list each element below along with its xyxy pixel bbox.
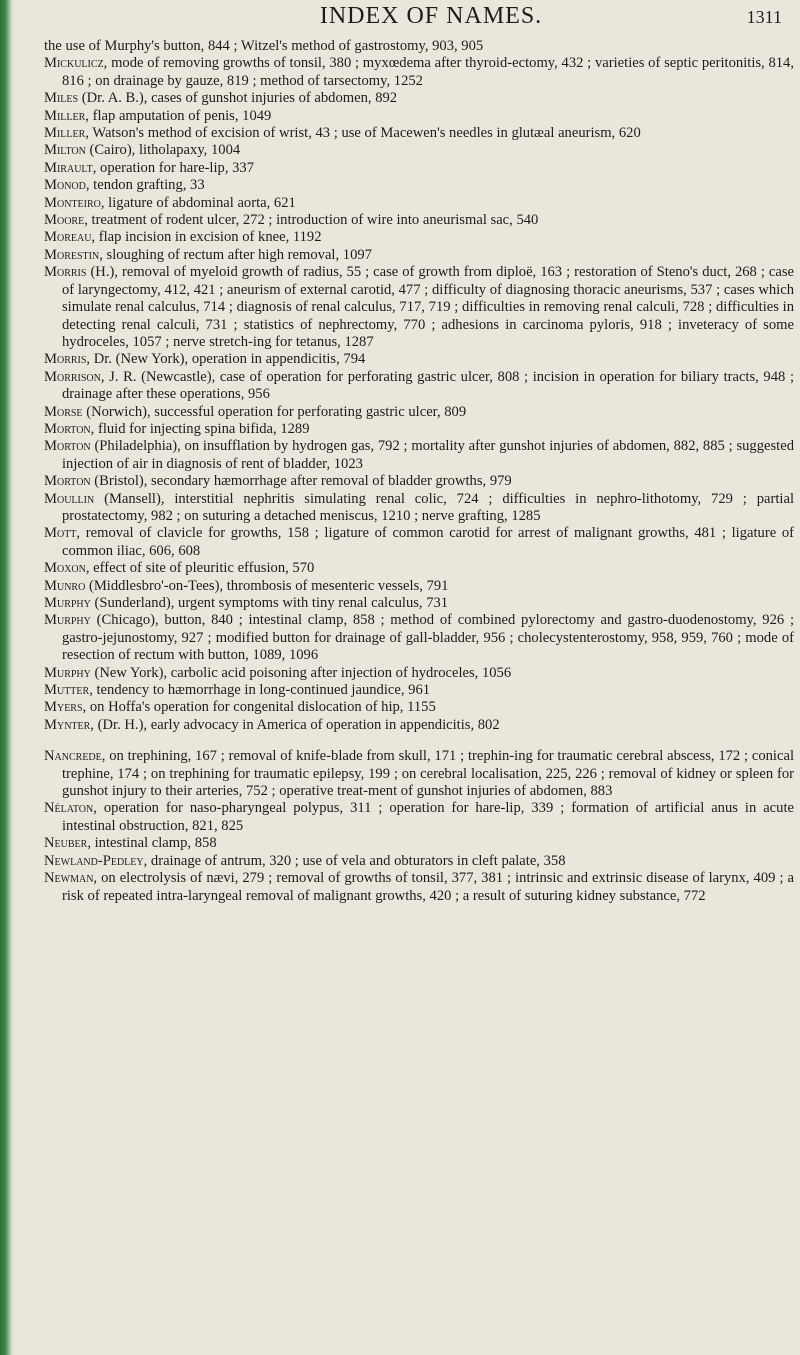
index-entry [44,264,794,351]
index-entry [44,351,794,368]
entry-text: flap incision in excision of knee, 1192 [98,229,322,246]
entry-text: on trephining, 167 ; removal of knife-blade from skull, 171 ; trephin-ing for traumatic cerebral abscess, 172 ; conical trephine, 174 ; on trephining for traumatic epilepsy, 199 ; on cerebral localisation, 225, 226 ; removal of kidney or spleen for gunshot injury to their arteries, 752 ; operative treat-ment of gunshot injuries of abdomen, 883 [62,748,794,800]
entry-text: (Bristol), secondary hæmorrhage after removal of bladder growths, 979 [94,473,512,490]
entry-text: (Mansell), interstitial nephritis simulating renal colic, 724 ; difficulties in nephro-lithotomy, 729 ; partial prostatectomy, 982 ; on suturing a detached meniscus, 1210 ; nerve grafting, 1285 [62,490,795,524]
index-group-n [44,748,794,905]
entry-name: Nancrede, [44,748,106,765]
page-binding-edge [0,0,14,1355]
entry-text: (New York), carbolic acid poisoning after injection of hydroceles, 1056 [94,664,512,681]
entry-name: Morestin, [44,246,103,263]
index-entry [44,404,794,421]
index-entry [44,578,794,595]
entry-name: Moore, [44,212,88,229]
entry-text: tendency to hæmorrhage in long-continued jaundice, 961 [96,682,431,699]
entry-name: Miller, [44,107,89,124]
entry-name: Morton [44,438,91,455]
index-entry [44,369,794,404]
entry-text: ligature of abdominal aorta, 621 [108,194,296,211]
entry-text: (Cairo), litholapaxy, 1004 [89,142,241,159]
entry-name: Morton, [44,420,95,437]
entry-text: (Sunderland), urgent symptoms with tiny renal calculus, 731 [94,595,449,611]
entry-text: (H.), removal of myeloid growth of radius, 55 ; case of growth from diploë, 163 ; restoration of Steno's duct, 268 ; case of laryngectomy, 412, 421 ; aneurism of external carotid, 477 ; difficulty of diagnosing thoracic aneurisms, 537 ; cases which simulate renal calculus, 714 ; diagnosis of renal calculus, 717, 719 ; difficulties in removing renal calculi, 728 ; difficulties in detecting renal calculi, 731 ; statistics of nephrectomy, 770 ; adhesions in carcinoma pyloris, 918 ; inveteracy of some hydroceles, 1057 ; nerve stretch-ing for tetanus, 1287 [62,264,794,350]
entry-text: (Philadelphia), on insufflation by hydrogen gas, 792 ; mortality after gunshot injuries of abdomen, 882, 885 ; suggested injection of air in diagnosis of rent of bladder, 1023 [62,438,795,472]
entry-text: operation for hare-lip, 337 [100,159,255,176]
index-entry [44,125,794,142]
entry-text: fluid for injecting spina bifida, 1289 [97,420,310,437]
entry-text: removal of clavicle for growths, 158 ; ligature of common carotid for arrest of malignant growths, 481 ; ligature of common iliac, 606, 608 [62,525,794,559]
entry-name: Mirault, [44,159,97,176]
entry-name: Mott, [44,525,81,542]
index-entry [44,55,794,90]
index-entry [44,38,794,55]
entry-name: Morrison, [44,368,105,385]
entry-name: Moxon, [44,560,90,577]
index-entry [44,870,794,905]
entry-text: effect of site of pleuritic effusion, 570 [93,560,315,577]
entry-name: Murphy [44,664,91,681]
index-entry [44,421,794,438]
entry-name: Nélaton, [44,800,97,817]
entry-text: mode of removing growths of tonsil, 380 ; myxœdema after thyroid-ectomy, 432 ; varieties of septic peritonitis, 814, 816 ; on drainage by gauze, 819 ; method of tarsectomy, 1252 [62,55,794,89]
page-number: 1311 [746,7,782,27]
entry-name: Mynter, [44,716,94,733]
entry-name: Monteiro, [44,194,105,211]
index-entry [44,612,794,664]
entry-text: (Middlesbro'-on-Tees), thrombosis of mesenteric vessels, 791 [88,577,449,594]
entry-text: (Dr. H.), early advocacy in America of operation in appendicitis, 802 [97,716,500,733]
entry-name: Moullin [44,490,95,507]
index-entry [44,525,794,560]
entry-name: Miles [44,90,79,107]
index-entry [44,160,794,177]
entry-text: (Norwich), successful operation for perforating gastric ulcer, 809 [86,403,467,420]
index-group-m [44,38,794,734]
index-entry [44,800,794,835]
page-header [40,3,782,33]
index-entry [44,195,794,212]
entry-text: the use of Murphy's button, 844 ; Witzel's method of gastrostomy, 903, 905 [44,38,484,54]
entry-text: on Hoffa's operation for congenital dislocation of hip, 1155 [89,699,436,716]
entry-name: Morse [44,403,83,420]
index-entry [44,177,794,194]
entry-name: Newland-Pedley, [44,852,148,869]
index-entry [44,247,794,264]
entry-text: (Chicago), button, 840 ; intestinal clamp, 858 ; method of combined pylorectomy and gastro-duodenostomy, 926 ; gastro-jejunostomy, 927 ; modified button for drainage of gall-bladder, 956 ; cholecystenterostomy, 958, 959, 760 ; mode of resection of rectum with button, 1089, 1096 [62,612,794,664]
entry-name: Myers, [44,699,87,716]
entry-name: Murphy [44,612,91,629]
index-entry [44,699,794,716]
entry-name: Monod, [44,177,90,194]
entry-text: flap amputation of penis, 1049 [92,107,272,124]
index-entry [44,595,794,612]
entry-text: drainage of antrum, 320 ; use of vela and obturators in cleft palate, 358 [150,852,566,869]
entry-text: Dr. (New York), operation in appendicitis, 794 [93,351,366,368]
index-entry [44,665,794,682]
entry-text: sloughing of rectum after high removal, 1097 [106,246,372,263]
index-entry [44,835,794,852]
index-entry [44,212,794,229]
index-entry [44,90,794,107]
index-entry [44,491,794,526]
index-entry [44,717,794,734]
entry-name: Newman, [44,870,98,887]
index-entry [44,438,794,473]
entry-name: Mutter, [44,682,93,699]
index-entry [44,229,794,246]
group-separator [44,734,794,748]
entry-text: J. R. (Newcastle), case of operation for perforating gastric ulcer, 808 ; incision in operation for biliary tracts, 948 ; drainage after these operations, 956 [62,368,794,403]
index-entry [44,142,794,159]
index-entry [44,853,794,870]
index-entry [44,473,794,490]
entry-name: Milton [44,142,86,159]
index-entry [44,682,794,699]
entry-name: Murphy [44,595,91,611]
entry-name: Moreau, [44,229,96,246]
entry-name: Morton [44,473,91,490]
index-entry [44,560,794,577]
entry-name: Mickulicz, [44,55,108,72]
entry-name: Morris [44,264,87,281]
entry-name: Miller, [44,125,89,142]
entry-name: Neuber, [44,835,91,852]
entry-text: operation for naso-pharyngeal polypus, 311 ; operation for hare-lip, 339 ; formation of artificial anus in acute intestinal obstruction, 821, 825 [62,800,794,834]
running-title: INDEX OF NAMES. [319,3,543,29]
entry-name: Munro [44,577,86,594]
index-entry [44,108,794,125]
entry-text: tendon grafting, 33 [93,177,205,194]
entry-text: Watson's method of excision of wrist, 43 ; use of Macewen's needles in glutæal aneurism, 620 [92,125,641,142]
index-content [44,38,794,905]
entry-name: Morris, [44,351,91,368]
index-entry [44,748,794,800]
entry-text: (Dr. A. B.), cases of gunshot injuries of abdomen, 892 [81,90,398,107]
entry-text: on electrolysis of nævi, 279 ; removal of growths of tonsil, 377, 381 ; intrinsic and extrinsic disease of larynx, 409 ; a risk of repeated intra-laryngeal removal of malignant growths, 420 ; a result of suturing kidney substance, 772 [62,870,794,904]
entry-text: intestinal clamp, 858 [94,835,217,852]
entry-text: treatment of rodent ulcer, 272 ; introduction of wire into aneurismal sac, 540 [91,212,539,229]
